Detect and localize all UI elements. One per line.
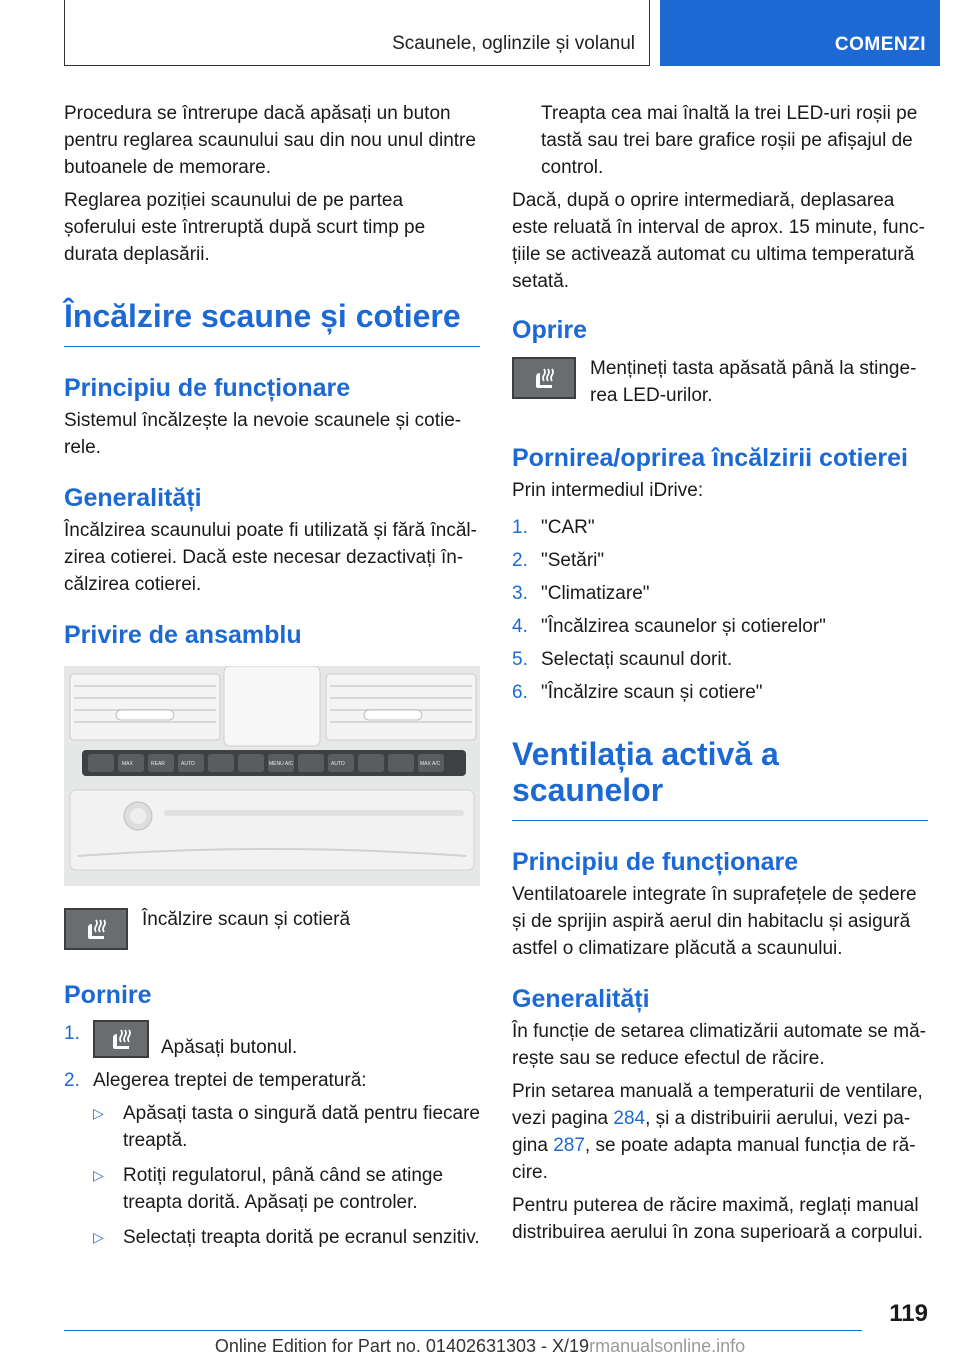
list-item	[512, 646, 928, 673]
left-column	[64, 100, 480, 1259]
heading-pornire: Pornire	[64, 981, 152, 1009]
step-text: Selectați scaunul dorit.	[541, 649, 733, 670]
oprire-row	[512, 355, 928, 409]
paragraph: Pentru puterea de răcire maximă, reglați manual distribuirea aerului în zona superioară a corpului.	[512, 1195, 923, 1243]
page-link-287[interactable]: 287	[553, 1135, 585, 1156]
step-text: "Încălzire scaun și cotiere"	[541, 682, 763, 703]
step-number: 5.	[512, 649, 528, 670]
list-item	[512, 679, 928, 706]
paragraph: Procedura se întrerupe dacă apăsați un buton pentru reglarea scaunului sau din nou unul dintre butoanele de memorare.	[64, 103, 476, 178]
heading-pornire-cotiera: Pornirea/oprirea încălzirii cotierei	[512, 444, 908, 472]
text-run: , se poate adapta manual funcția de răcire.	[512, 1135, 916, 1183]
edition-line	[0, 1336, 960, 1357]
button-label: MAX A/C	[420, 761, 441, 767]
step-text: "Setări"	[541, 550, 605, 571]
triangle-bullet-icon: ▷	[93, 1105, 104, 1121]
heading-generalitati: Generalități	[64, 484, 202, 512]
header-title-box	[64, 0, 650, 66]
page-header	[0, 0, 960, 66]
paragraph: Încălzirea scaunului poate fi utilizată și fără încălzirea cotierei. Dacă este necesar dezactivați încălzirea cotierei.	[64, 520, 477, 595]
pornire-steps	[64, 1020, 480, 1094]
step-number: 4.	[512, 616, 528, 637]
button-label: REAR	[151, 761, 165, 767]
step-number: 1.	[64, 1023, 80, 1044]
heading-oprire: Oprire	[512, 316, 588, 344]
text-run: , și a distribuirii aerului, vezi pagina	[512, 1108, 911, 1156]
edition-text: Online Edition for Part no. 01402631303 - X/19	[214, 1336, 590, 1356]
heading-principiu: Principiu de funcționare	[64, 374, 351, 402]
watermark-text: rmanualsonline.info	[589, 1336, 746, 1356]
list-item	[512, 580, 928, 607]
substep-text: Apăsați tasta o singură dată pentru fiecare treaptă.	[123, 1103, 481, 1151]
step-text: Apăsați butonul.	[161, 1037, 298, 1058]
seat-armrest-heating-icon	[64, 908, 128, 950]
section-title-active-ventilation: Ventilația activă a scaunelor	[512, 736, 928, 821]
list-item	[512, 613, 928, 640]
step-text: "CAR"	[541, 517, 595, 538]
step-number: 1.	[512, 517, 528, 538]
page-link-284[interactable]: 284	[613, 1108, 646, 1129]
icon-caption: Încălzire scaun și cotieră	[142, 909, 351, 930]
paragraph: Reglarea poziției scaunului de pe partea șoferului este întreruptă după scurt timp pe durata deplasării.	[64, 190, 426, 265]
header-tab-label: COMENZI	[834, 34, 926, 55]
paragraph: Sistemul încălzește la nevoie scaunele și cotierele.	[64, 410, 462, 458]
idrive-steps	[512, 514, 928, 706]
paragraph: Treapta cea mai înaltă la trei LED-uri roșii pe tastă sau trei bare grafice roșii pe afișajul de control.	[541, 103, 918, 178]
button-label: MENU A/C	[269, 761, 294, 767]
button-label: AUTO	[331, 761, 345, 767]
list-item	[93, 1100, 480, 1154]
footer-divider	[64, 1330, 862, 1331]
heading-vent-generalitati: Generalități	[512, 985, 650, 1013]
paragraph-with-links	[512, 1078, 928, 1186]
step-number: 2.	[512, 550, 528, 571]
triangle-bullet-icon: ▷	[93, 1229, 104, 1245]
triangle-bullet-icon: ▷	[93, 1167, 104, 1183]
list-item	[93, 1224, 480, 1251]
icon-legend-row	[64, 906, 480, 950]
header-section-tab[interactable]	[660, 0, 940, 66]
list-item	[93, 1162, 480, 1216]
substep-text: Selectați treapta dorită pe ecranul senzitiv.	[123, 1227, 480, 1248]
step-text: "Încălzirea scaunelor și cotierelor"	[541, 616, 826, 637]
button-label: AUTO	[181, 761, 195, 767]
right-column	[512, 100, 928, 1252]
substep-text: Rotiți regulatorul, până când se atinge treapta dorită. Apăsați pe controler.	[123, 1165, 444, 1213]
heading-vent-principiu: Principiu de funcționare	[512, 848, 799, 876]
paragraph: Mențineți tasta apăsată până la stingerea LED-urilor.	[590, 358, 917, 406]
step-number: 3.	[512, 583, 528, 604]
button-label: MAX	[122, 761, 133, 767]
section-title-heated-seats: Încălzire scaune și cotiere	[64, 298, 480, 347]
step-text: Alegerea treptei de temperatură:	[93, 1070, 367, 1091]
header-title: Scaunele, oglinzile și volanul	[392, 33, 635, 54]
list-item	[512, 547, 928, 574]
paragraph: Dacă, după o oprire intermediară, deplasarea este reluată în interval de aprox. 15 minute, funcțiile se activează automat cu ultima temperatură setată.	[512, 190, 925, 292]
list-item	[512, 514, 928, 541]
seat-armrest-heating-icon	[512, 357, 576, 399]
step-number: 2.	[64, 1070, 80, 1091]
paragraph: Ventilatoarele integrate în suprafețele de ședere și de sprijin aspiră aerul din habitaclu și asigură astfel o climatizare plăcută a scaunului.	[512, 884, 917, 959]
paragraph: Prin intermediul iDrive:	[512, 480, 704, 501]
seat-armrest-heating-icon	[93, 1020, 149, 1058]
list-item	[64, 1020, 480, 1061]
temperature-substeps	[93, 1100, 480, 1251]
list-item	[64, 1067, 480, 1094]
step-number: 6.	[512, 682, 528, 703]
text-run: Prin setarea manuală a temperaturii de ventilare, vezi pagina	[512, 1081, 923, 1129]
dashboard-photo	[64, 666, 480, 886]
paragraph: În funcție de setarea climatizării automate se mărește sau se reduce efectul de răcire.	[512, 1021, 926, 1069]
heading-privire: Privire de ansamblu	[64, 621, 302, 649]
step-text: "Climatizare"	[541, 583, 650, 604]
page-number: 119	[889, 1300, 928, 1327]
